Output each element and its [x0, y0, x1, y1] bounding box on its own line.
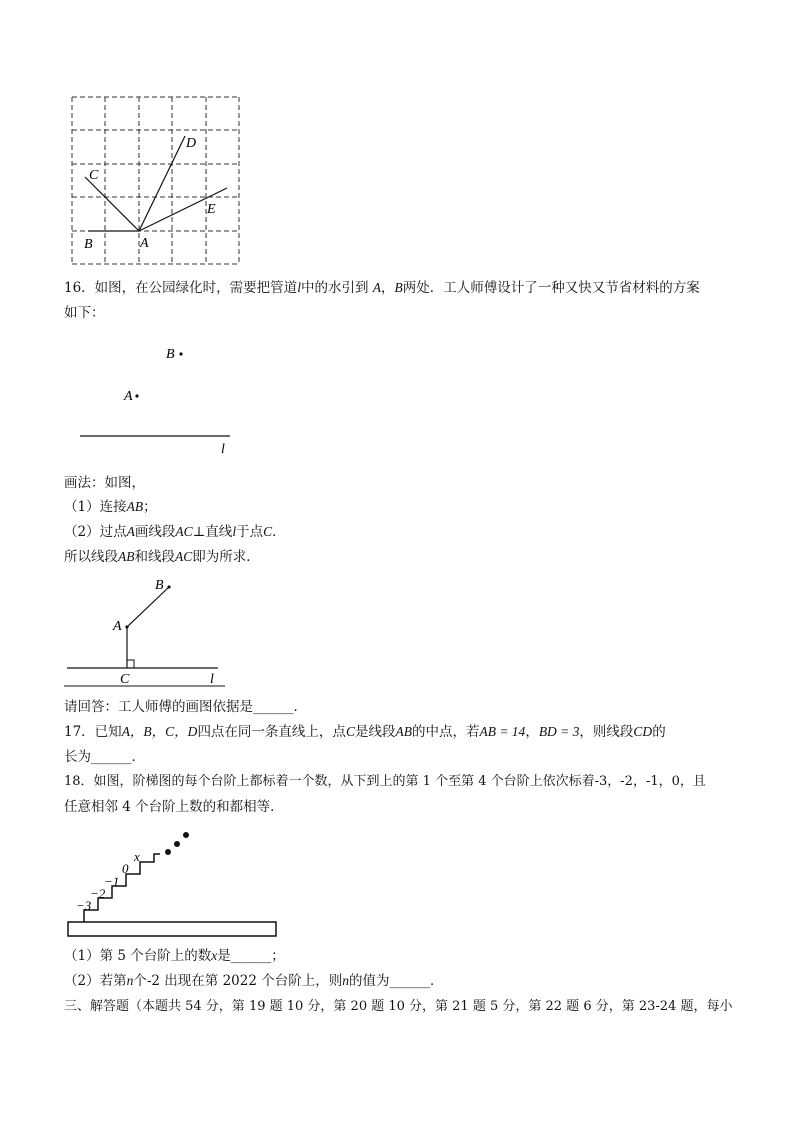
point-a-label: A [124, 389, 133, 404]
q17-line1: 17．已知A，B，C，D四点在同一条直线上，点C是线段AB的中点，若AB = 14，BD = 3，则线段CD的 [64, 724, 666, 740]
q16-question: 请回答：工人师傅的画图依据是______． [64, 699, 307, 715]
label-c: C [89, 168, 99, 183]
q18-sub2: （2）若第n个-2 出现在第 2022 个台阶上，则n的值为______． [64, 973, 444, 989]
section-3-heading: 三、解答题（本题共 54 分，第 19 题 10 分，第 20 题 10 分，第 21 题 5 分，第 22 题 6 分，第 23-24 题，每小 [64, 999, 733, 1014]
label-e: E [207, 202, 216, 217]
sol-point-b-label: B [155, 578, 164, 593]
angle-grid-figure [0, 0, 794, 270]
q17-line2: 长为______． [64, 749, 145, 765]
label-a: A [140, 236, 149, 251]
q18-sub1: （1）第 5 个台阶上的数x是______； [64, 948, 285, 964]
q16-method: 画法：如图， [64, 475, 145, 491]
sol-line-l-label: l [210, 672, 214, 687]
q16-conclusion: 所以线段AB和线段AC即为所求． [64, 549, 260, 565]
point-a [135, 394, 138, 397]
line-l-label: l [221, 442, 225, 457]
sol-point-a-label: A [113, 619, 122, 634]
q16-line1: 16．如图，在公园绿化时，需要把管道l中的水引到 A，B两处．工人师傅设计了一种又快又节省材料的方案 [64, 280, 700, 296]
stair-base [68, 922, 276, 936]
staircase-figure [0, 825, 794, 945]
segment-ab [127, 587, 169, 627]
q16-step1: （1）连接AB； [64, 499, 157, 515]
ellipsis-dot-1 [165, 849, 171, 855]
stair-label-1: −3 [76, 898, 92, 913]
stair-label-5: x [134, 849, 140, 864]
right-angle-mark [127, 660, 134, 668]
ray-ad [139, 136, 185, 231]
q16-step2: （2）过点A画线段AC⊥直线l于点C． [64, 524, 286, 540]
label-b: B [84, 237, 93, 252]
ellipsis-dot-2 [174, 841, 180, 847]
q18-line1: 18．如图，阶梯图的每个台阶上都标着一个数，从下到上的第 1 个至第 4 个台阶上依次标着-3，-2，-1，0，且 [64, 774, 706, 789]
stair-label-4: 0 [122, 861, 129, 876]
ray-ac [85, 177, 139, 231]
sol-point-c-label: C [120, 672, 130, 687]
q16-line2: 如下： [64, 305, 105, 321]
label-d: D [186, 136, 197, 151]
q16-figure-points [0, 335, 794, 460]
q16-solution-figure [0, 570, 794, 690]
stair-label-3: −1 [104, 874, 120, 889]
stair-label-2: −2 [90, 886, 106, 901]
ellipsis-dot-3 [183, 832, 189, 838]
q18-line2: 任意相邻 4 个台阶上数的和都相等． [64, 799, 284, 815]
point-b [179, 352, 182, 355]
point-b-label: B [166, 347, 175, 362]
